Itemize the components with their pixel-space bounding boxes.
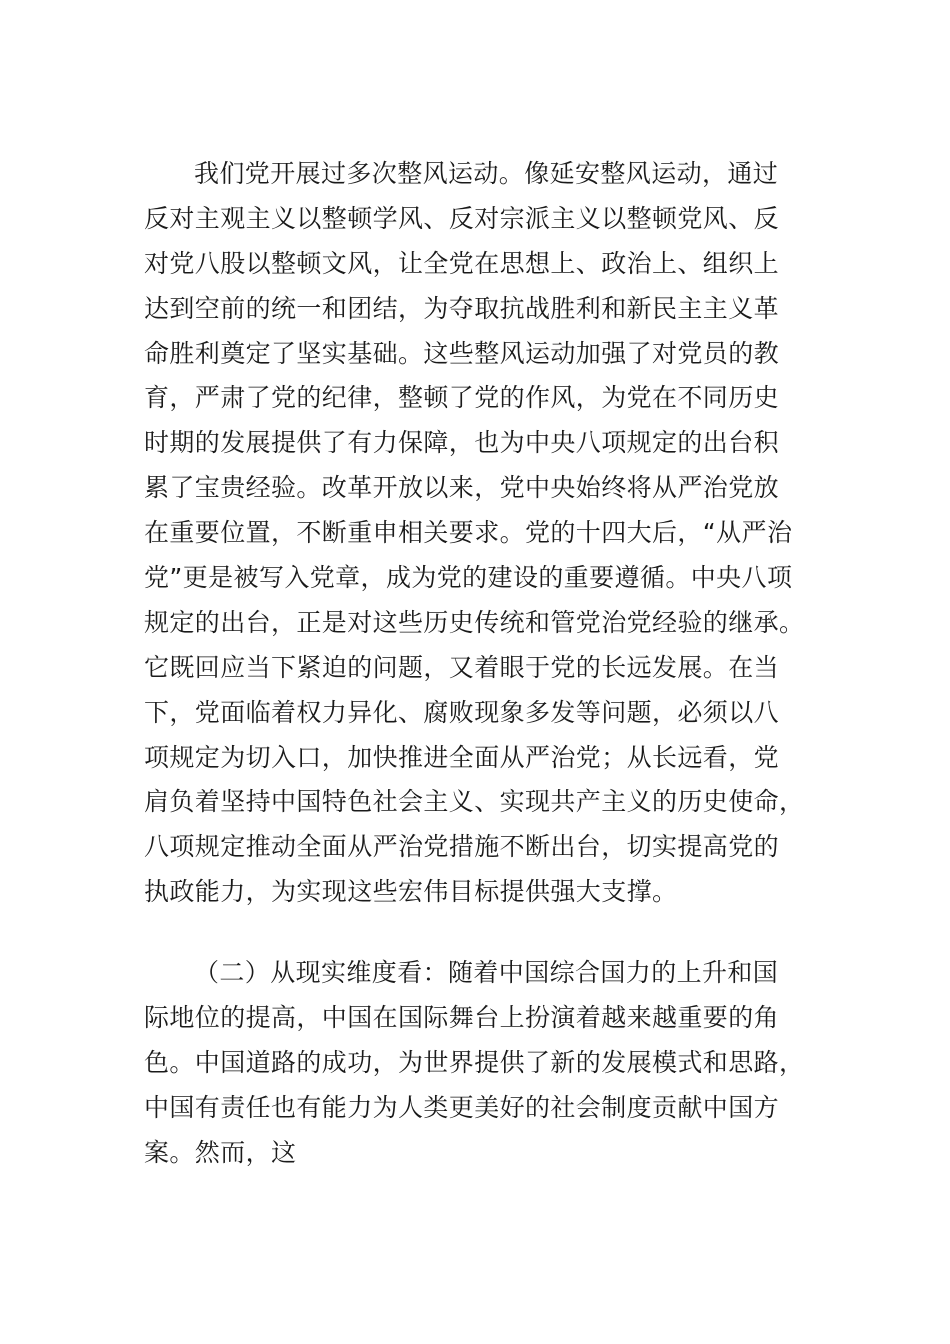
paragraph-line: 项规定为切入口，加快推进全面从严治党；从长远看，党 — [144, 742, 780, 772]
paragraph-line: 累了宝贵经验。改革开放以来，党中央始终将从严治党放 — [144, 473, 780, 503]
paragraph-line: 中国有责任也有能力为人类更美好的社会制度贡献中国方 — [144, 1092, 780, 1122]
paragraph-line: 案。然而，这 — [144, 1137, 297, 1167]
paragraph-line: 我们党开展过多次整风运动。像延安整风运动，通过 — [194, 159, 779, 188]
paragraph-line: 它既回应当下紧迫的问题，又着眼于党的长远发展。在当 — [144, 652, 780, 682]
paragraph-line: 育，严肃了党的纪律，整顿了党的作风，为党在不同历史 — [144, 383, 780, 413]
paragraph-line: 八项规定推动全面从严治党措施不断出台，切实提高党的 — [144, 832, 780, 862]
paragraph-line: 际地位的提高，中国在国际舞台上扮演着越来越重要的角 — [144, 1003, 780, 1033]
paragraph-spacer — [144, 915, 809, 951]
paragraph-line: 规定的出台，正是对这些历史传统和管党治党经验的继承。 — [144, 607, 805, 637]
paragraph-line: 肩负着坚持中国特色社会主义、实现共产主义的历史使命， — [144, 787, 805, 817]
paragraph-line: 达到空前的统一和团结，为夺取抗战胜利和新民主主义革 — [144, 293, 780, 323]
paragraph-line: 命胜利奠定了坚实基础。这些整风运动加强了对党员的教 — [144, 338, 780, 368]
paragraph-reality — [144, 951, 809, 1175]
paragraph-line: 色。中国道路的成功，为世界提供了新的发展模式和思路， — [144, 1047, 805, 1077]
paragraph-line: 下，党面临着权力异化、腐败现象多发等问题，必须以八 — [144, 697, 780, 727]
paragraph-line: 在重要位置，不断重申相关要求。党的十四大后，“从严治 — [144, 518, 793, 548]
paragraph-line: （二）从现实维度看：随着中国综合国力的上升和国 — [194, 958, 779, 988]
document-body — [144, 152, 809, 1176]
paragraph-line: 执政能力，为实现这些宏伟目标提供强大支撑。 — [144, 877, 678, 907]
paragraph-line: 对党八股以整顿文风，让全党在思想上、政治上、组织上 — [144, 248, 780, 278]
paragraph-line: 党”更是被写入党章，成为党的建设的重要遵循。中央八项 — [144, 563, 793, 593]
paragraph-history — [144, 152, 809, 915]
paragraph-line: 反对主观主义以整顿学风、反对宗派主义以整顿党风、反 — [144, 203, 780, 233]
paragraph-line: 时期的发展提供了有力保障，也为中央八项规定的出台积 — [144, 428, 780, 458]
